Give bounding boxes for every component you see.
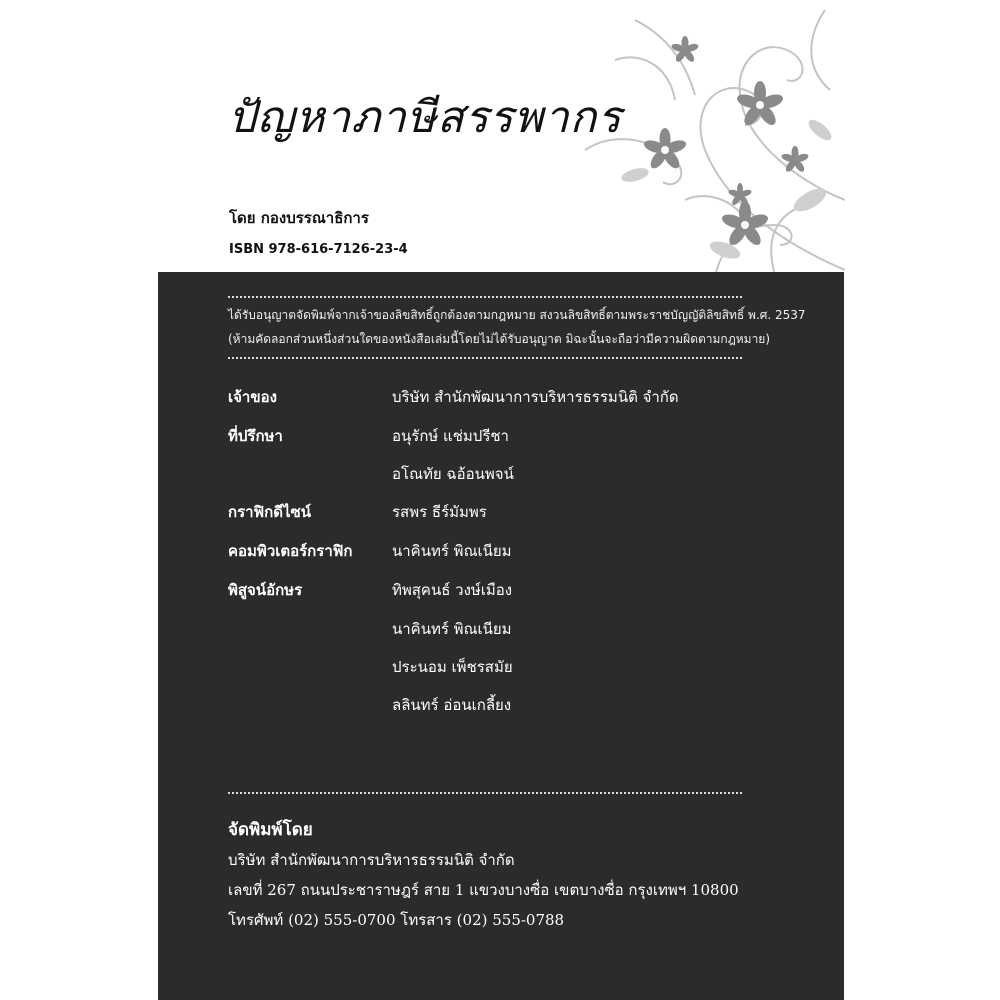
proofreading-label: พิสูจน์อักษร: [228, 581, 303, 599]
advisor-value-1: อนุรักษ์ แช่มปรีชา: [392, 427, 509, 445]
publisher-phone: โทรศัพท์ (02) 555-0700 โทรสาร (02) 555-0788: [228, 911, 565, 929]
copyright-notice-line2: (ห้ามคัดลอกส่วนหนึ่งส่วนใดของหนังสือเล่มนี้โดยไม่ได้รับอนุญาต มิฉะนั้นจะถือว่ามีความผิดตามกฎหมาย): [228, 332, 771, 346]
dotted-divider-middle: [228, 357, 742, 359]
owner-label: เจ้าของ: [228, 388, 277, 406]
owner-value: บริษัท สำนักพัฒนาการบริหารธรรมนิติ จำกัด: [392, 388, 679, 406]
computer-graphic-label: คอมพิวเตอร์กราฟิก: [228, 542, 353, 560]
graphic-design-label: กราฟิกดีไซน์: [228, 503, 311, 521]
publisher-address: เลขที่ 267 ถนนประชาราษฎร์ สาย 1 แขวงบางซื่อ เขตบางซื่อ กรุงเทพฯ 10800: [228, 881, 739, 899]
computer-graphic-value: นาคินทร์ พิณเนียม: [392, 542, 512, 560]
book-title: ปัญหาภาษีสรรพากร: [228, 92, 622, 143]
isbn-number: ISBN 978-616-7126-23-4: [229, 242, 408, 257]
advisor-value-2: อโณทัย ฉอ้อนพจน์: [392, 465, 514, 483]
publisher-name: บริษัท สำนักพัฒนาการบริหารธรรมนิติ จำกัด: [228, 851, 515, 869]
dotted-divider-bottom: [228, 792, 742, 794]
proofreader-4: ลลินทร์ อ่อนเกลี้ยง: [392, 696, 512, 714]
proofreader-1: ทิพสุคนธ์ วงษ์เมือง: [392, 581, 513, 599]
graphic-design-value: รสพร ธีร์มัมพร: [392, 503, 487, 521]
publisher-heading: จัดพิมพ์โดย: [228, 820, 313, 840]
proofreader-2: นาคินทร์ พิณเนียม: [392, 620, 512, 638]
dotted-divider-top: [228, 296, 742, 298]
advisor-label: ที่ปรึกษา: [228, 427, 283, 445]
copyright-notice-line1: ได้รับอนุญาตจัดพิมพ์จากเจ้าของลิขสิทธิ์ถูกต้องตามกฎหมาย สงวนลิขสิทธิ์ตามพระราชบัญญัติลิขสิทธิ์ พ.ศ. 2537: [228, 308, 806, 322]
author-line: โดย กองบรรณาธิการ: [229, 209, 369, 227]
proofreader-3: ประนอม เพ็ชรสมัย: [392, 658, 513, 676]
